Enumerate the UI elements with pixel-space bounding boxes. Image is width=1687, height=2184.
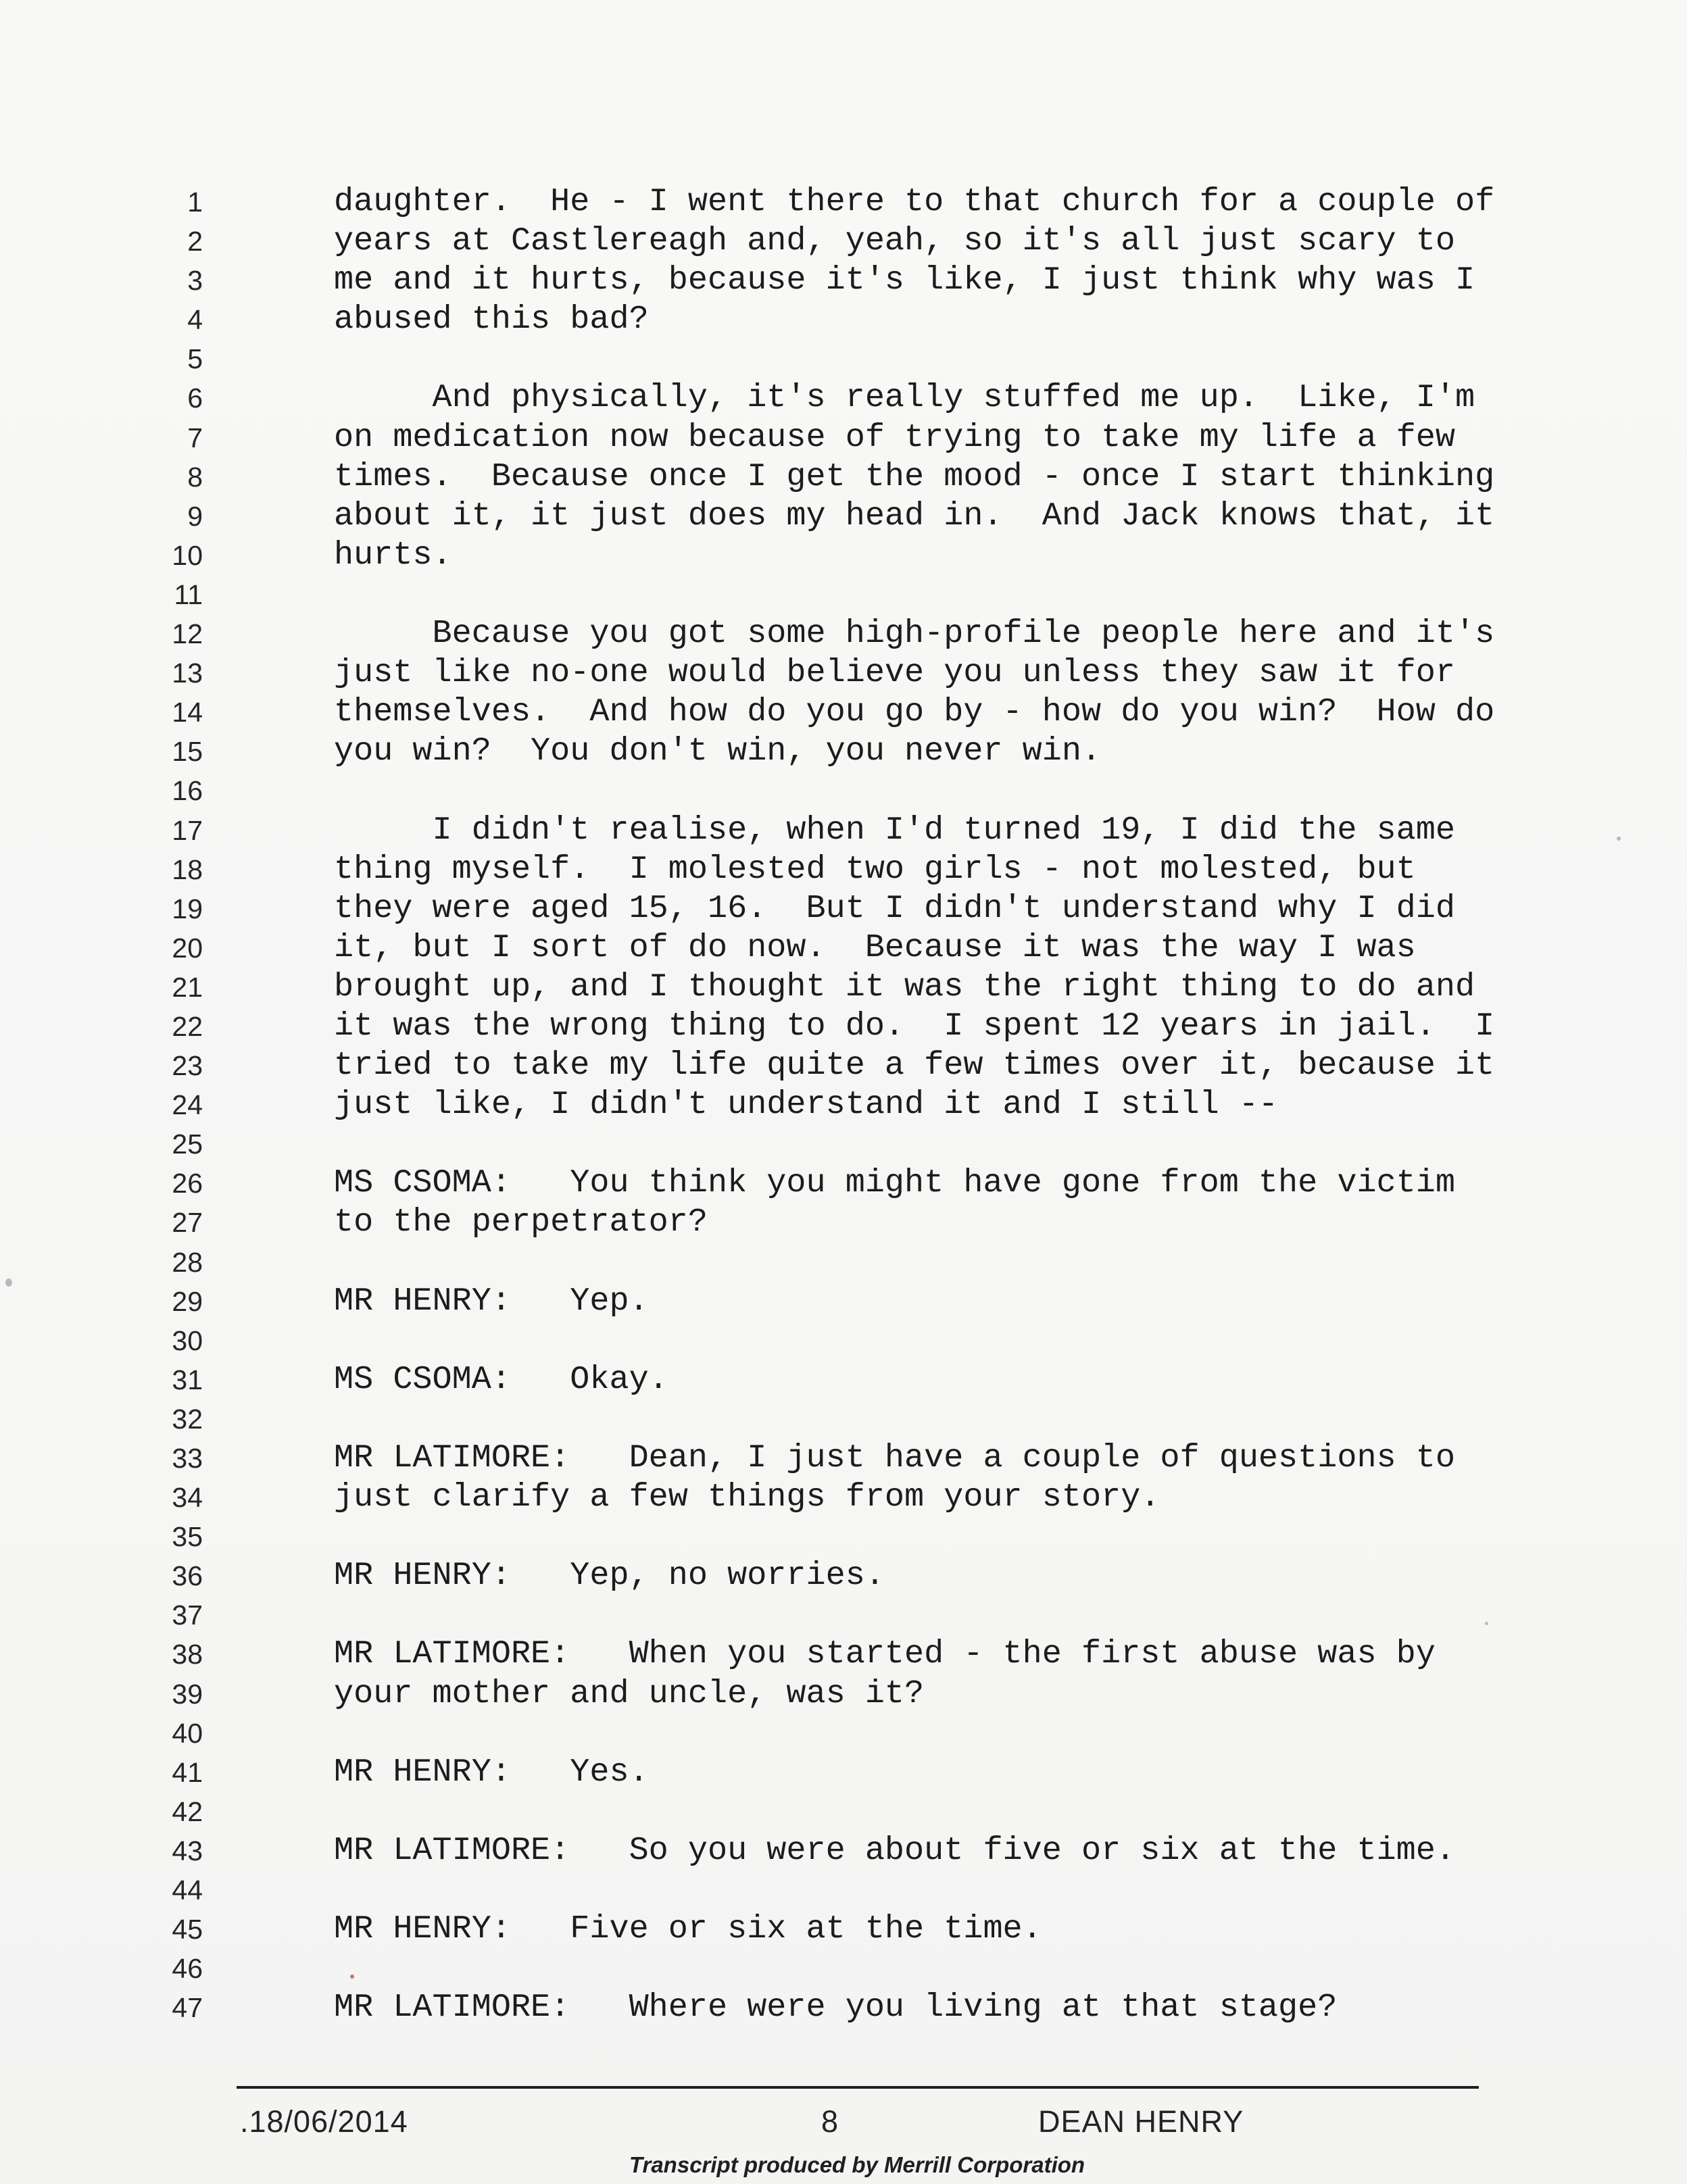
line-text: themselves. And how do you go by - how do you win? How do	[334, 693, 1495, 731]
line-text: tried to take my life quite a few times over it, because it	[334, 1047, 1495, 1085]
line-text: MR HENRY: Yep.	[334, 1282, 649, 1320]
transcript-line	[0, 614, 1687, 653]
line-number: 40	[172, 1717, 203, 1749]
footer-date: .18/06/2014	[240, 2104, 408, 2139]
transcript-line	[0, 1556, 1687, 1595]
transcript-line	[0, 732, 1687, 771]
transcript-line	[0, 1792, 1687, 1831]
scan-speck	[5, 1279, 12, 1287]
line-text: it, but I sort of do now. Because it was the way I was	[334, 928, 1416, 966]
line-number: 35	[172, 1521, 203, 1553]
line-number: 27	[172, 1207, 203, 1239]
line-number: 28	[172, 1246, 203, 1278]
line-number: 12	[172, 618, 203, 650]
line-number: 44	[172, 1875, 203, 1906]
line-number: 11	[174, 578, 203, 610]
line-text: MR HENRY: Yes.	[334, 1753, 649, 1791]
transcript-line	[0, 1046, 1687, 1085]
line-number: 41	[172, 1756, 203, 1788]
line-text: to the perpetrator?	[334, 1203, 708, 1241]
line-number: 7	[187, 422, 203, 453]
line-text: times. Because once I get the mood - once I start thinking	[334, 457, 1495, 495]
line-number: 22	[172, 1010, 203, 1042]
line-text: just clarify a few things from your story.	[334, 1479, 1160, 1516]
transcript-line	[0, 300, 1687, 339]
transcript-line	[0, 1164, 1687, 1203]
transcript-line	[0, 928, 1687, 968]
line-number: 25	[172, 1128, 203, 1160]
line-text: MR LATIMORE: Where were you living at that stage?	[334, 1989, 1338, 2027]
line-text: about it, it just does my head in. And Jack knows that, it	[334, 497, 1495, 535]
line-number: 29	[172, 1285, 203, 1317]
transcript-line	[0, 182, 1687, 222]
transcript-line	[0, 1988, 1687, 2027]
scan-speck	[1617, 837, 1621, 841]
line-text: daughter. He - I went there to that church for a couple of	[334, 183, 1495, 220]
line-number: 38	[172, 1639, 203, 1670]
transcript-line	[0, 1949, 1687, 1988]
transcript-line	[0, 222, 1687, 261]
line-number: 4	[187, 304, 203, 336]
line-number: 45	[172, 1914, 203, 1945]
transcript-line	[0, 378, 1687, 418]
transcript-line	[0, 1478, 1687, 1517]
line-text: I didn't realise, when I'd turned 19, I did the same	[334, 811, 1455, 849]
transcript-line	[0, 968, 1687, 1007]
line-number: 33	[172, 1443, 203, 1474]
line-number: 37	[172, 1599, 203, 1631]
footer-rule	[237, 2086, 1479, 2089]
line-number: 14	[172, 697, 203, 728]
scan-speck	[350, 1975, 354, 1979]
footer-page-number: 8	[821, 2104, 839, 2139]
transcript-line	[0, 1007, 1687, 1046]
transcript-body	[0, 182, 1687, 2027]
transcript-line	[0, 1124, 1687, 1164]
line-number: 20	[172, 932, 203, 964]
line-text: hurts.	[334, 536, 452, 574]
line-text: years at Castlereagh and, yeah, so it's all just scary to	[334, 222, 1455, 260]
line-number: 24	[172, 1089, 203, 1121]
transcript-line	[0, 889, 1687, 928]
line-number: 2	[187, 226, 203, 257]
line-number: 26	[172, 1168, 203, 1199]
line-number: 31	[172, 1364, 203, 1395]
transcript-line	[0, 497, 1687, 536]
line-number: 8	[187, 461, 203, 493]
line-text: just like no-one would believe you unless they saw it for	[334, 654, 1455, 692]
line-text: MR HENRY: Yep, no worries.	[334, 1557, 885, 1595]
scan-speck	[1485, 1622, 1488, 1625]
line-text: abused this bad?	[334, 301, 649, 339]
line-number: 30	[172, 1324, 203, 1356]
line-number: 10	[172, 539, 203, 571]
line-number: 19	[172, 893, 203, 924]
line-number: 46	[172, 1953, 203, 1985]
line-number: 9	[187, 500, 203, 532]
footer-credit: Transcript produced by Merrill Corporation	[629, 2152, 1085, 2177]
transcript-line	[0, 1321, 1687, 1360]
transcript-line	[0, 536, 1687, 575]
transcript-line	[0, 653, 1687, 693]
transcript-line	[0, 1085, 1687, 1124]
transcript-line	[0, 1203, 1687, 1242]
line-text: brought up, and I thought it was the right thing to do and	[334, 968, 1475, 1006]
line-text: MR LATIMORE: When you started - the first abuse was by	[334, 1635, 1436, 1673]
transcript-line	[0, 1517, 1687, 1556]
line-text: MS CSOMA: You think you might have gone from the victim	[334, 1164, 1455, 1202]
line-text: MR LATIMORE: Dean, I just have a couple of questions to	[334, 1439, 1455, 1476]
transcript-line	[0, 339, 1687, 378]
transcript-line	[0, 1399, 1687, 1439]
transcript-line	[0, 1282, 1687, 1321]
line-number: 17	[172, 814, 203, 846]
line-number: 15	[172, 736, 203, 768]
line-number: 5	[187, 343, 203, 375]
line-text: me and it hurts, because it's like, I just think why was I	[334, 262, 1475, 299]
transcript-line	[0, 1714, 1687, 1753]
transcript-line	[0, 1910, 1687, 1949]
line-number: 13	[172, 657, 203, 689]
transcript-line	[0, 1439, 1687, 1478]
line-number: 42	[172, 1795, 203, 1827]
line-number: 3	[187, 265, 203, 297]
line-number: 16	[172, 775, 203, 807]
transcript-line	[0, 1831, 1687, 1870]
line-number: 23	[172, 1050, 203, 1082]
transcript-line	[0, 1595, 1687, 1635]
line-text: MR LATIMORE: So you were about five or six at the time.	[334, 1831, 1455, 1869]
transcript-line	[0, 1870, 1687, 1910]
transcript-line	[0, 1674, 1687, 1714]
transcript-line	[0, 261, 1687, 300]
line-number: 43	[172, 1835, 203, 1866]
line-number: 18	[172, 853, 203, 885]
transcript-line	[0, 850, 1687, 889]
line-text: MR HENRY: Five or six at the time.	[334, 1910, 1042, 1948]
transcript-line	[0, 811, 1687, 850]
transcript-line	[0, 1243, 1687, 1282]
line-text: And physically, it's really stuffed me up. Like, I'm	[334, 379, 1475, 417]
line-text: just like, I didn't understand it and I still --	[334, 1086, 1279, 1124]
transcript-line	[0, 693, 1687, 732]
transcript-line	[0, 418, 1687, 457]
line-text: your mother and uncle, was it?	[334, 1674, 925, 1712]
line-number: 21	[172, 971, 203, 1003]
line-text: they were aged 15, 16. But I didn't understand why I did	[334, 889, 1455, 927]
transcript-line	[0, 771, 1687, 810]
line-number: 6	[187, 382, 203, 414]
transcript-line	[0, 575, 1687, 614]
line-number: 34	[172, 1482, 203, 1514]
line-text: on medication now because of trying to take my life a few	[334, 418, 1455, 456]
transcript-line	[0, 457, 1687, 497]
line-number: 32	[172, 1403, 203, 1435]
footer-witness-name: DEAN HENRY	[1038, 2104, 1244, 2139]
transcript-line	[0, 1753, 1687, 1792]
line-number: 1	[187, 187, 203, 218]
line-number: 36	[172, 1560, 203, 1592]
line-text: thing myself. I molested two girls - not molested, but	[334, 850, 1416, 888]
transcript-line	[0, 1360, 1687, 1399]
line-text: MS CSOMA: Okay.	[334, 1360, 668, 1398]
line-number: 39	[172, 1678, 203, 1710]
line-text: Because you got some high-profile people here and it's	[334, 615, 1495, 653]
line-text: it was the wrong thing to do. I spent 12 years in jail. I	[334, 1007, 1495, 1045]
line-text: you win? You don't win, you never win.	[334, 733, 1102, 770]
transcript-line	[0, 1635, 1687, 1674]
line-number: 47	[172, 1992, 203, 2024]
